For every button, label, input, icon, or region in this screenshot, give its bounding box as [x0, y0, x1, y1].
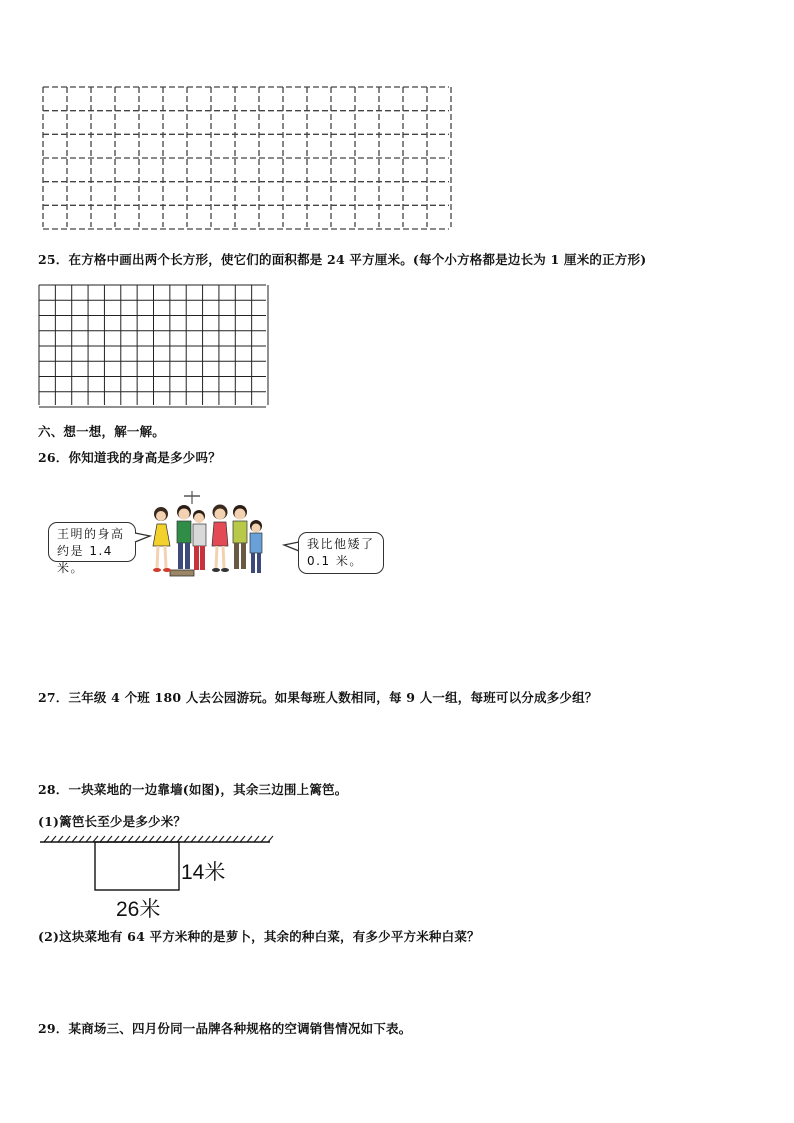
wall-hatch [219, 836, 224, 842]
wall-hatch [149, 836, 154, 842]
question-28-part1: (1)篱笆长至少是多少米？ [38, 814, 187, 829]
wall-hatch [247, 836, 252, 842]
wall-hatch [51, 836, 56, 842]
wall-hatch [142, 836, 147, 842]
wall-hatch [72, 836, 77, 842]
wall-hatch [128, 836, 133, 842]
wall-hatch [44, 836, 49, 842]
wall-hatch [163, 836, 168, 842]
solid-grid [38, 284, 269, 408]
wall-hatch [135, 836, 140, 842]
wall-hatch [205, 836, 210, 842]
wall-hatch [191, 836, 196, 842]
wall-hatch [156, 836, 161, 842]
wall-hatch [65, 836, 70, 842]
speech-left-line2: 约是 1.4 米。 [57, 544, 113, 575]
garden-figure [36, 834, 276, 894]
children-illustration [144, 488, 268, 582]
wall-hatch [240, 836, 245, 842]
question-27: 27．三年级 4 个班 180 人去公园游玩。如果每班人数相同，每 9 人一组，每班可以分成多少组？ [38, 690, 598, 705]
speech-right-line2: 0.1 米。 [307, 554, 363, 568]
wall-hatch [121, 836, 126, 842]
speech-bubble-left [48, 522, 136, 575]
width-label: 26米 [116, 898, 161, 921]
wall-hatch [114, 836, 119, 842]
section-heading: 六、想一想，解一解。 [38, 424, 166, 439]
wall-hatch [226, 836, 231, 842]
dashed-grid [42, 86, 452, 230]
wall-hatch [107, 836, 112, 842]
question-28-part2: (2)这块菜地有 64 平方米种的是萝卜，其余的种白菜，有多少平方米种白菜？ [38, 929, 480, 944]
wall-hatch [58, 836, 63, 842]
wall-hatch [184, 836, 189, 842]
wall-hatch [93, 836, 98, 842]
speech-right-line1: 我比他矮了 [307, 537, 375, 551]
wall-hatch [261, 836, 266, 842]
wall-hatch [268, 836, 273, 842]
question-29: 29．某商场三、四月份同一品牌各种规格的空调销售情况如下表。 [38, 1021, 412, 1036]
wall-hatch [233, 836, 238, 842]
wall-hatch [79, 836, 84, 842]
wall-hatch [177, 836, 182, 842]
speech-bubble-right [298, 532, 384, 574]
question-25: 25．在方格中画出两个长方形，使它们的面积都是 24 平方厘米。(每个小方格都是边长为 1 厘米的正方形) [38, 252, 647, 267]
wall-hatch [170, 836, 175, 842]
question-26: 26．你知道我的身高是多少吗？ [38, 450, 221, 465]
speech-left-line1: 王明的身高 [57, 527, 125, 541]
height-label: 14米 [181, 861, 226, 884]
wall-hatch [254, 836, 259, 842]
question-28: 28．一块菜地的一边靠墙(如图)，其余三边围上篱笆。 [38, 782, 348, 797]
wall-hatch [86, 836, 91, 842]
wall-hatch [198, 836, 203, 842]
wall-hatch [100, 836, 105, 842]
wall-hatch [212, 836, 217, 842]
